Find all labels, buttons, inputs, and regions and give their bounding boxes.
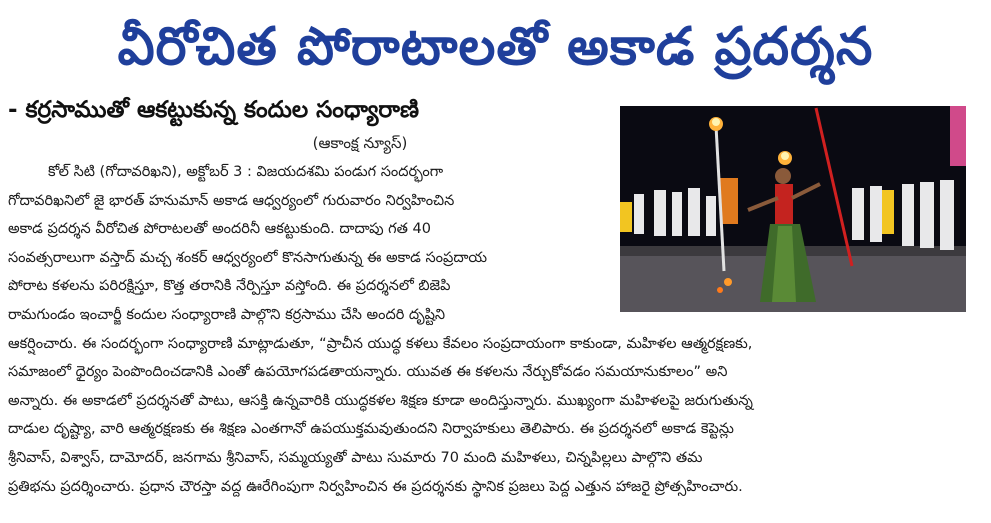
article-line: శ్రీనివాస్, విశ్వాస్, దామోదర్, జనగామ శ్రీనివాస్, సమ్మయ్యతో పాటు సుమారు 70 మంది మహిళలు, చిన్నపిల్లలు పాల్గొని తమ (8, 449, 703, 466)
article-line: గోదావరిఖనిలో జై భారత్ హనుమాన్ అకాడ ఆధ్వర్యంలో గురువారం నిర్వహించిన (8, 192, 455, 209)
article-line: సంవత్సరాలుగా వస్తాద్ మచ్చ శంకర్ ఆధ్వర్యంలో కొనసాగుతున్న ఈ అకాడ సంప్రదాయ (8, 249, 488, 266)
article-headline: వీరోచిత పోరాటాలతో అకాడ ప్రదర్శన (117, 17, 874, 77)
article-line: సమాజంలో ధైర్యం పెంపొందించడానికి ఎంతో ఉపయోగపడతాయన్నారు. యువత ఈ కళలను నేర్చుకోవడం సమయానుకూలం” అని (8, 364, 728, 381)
article-line: ప్రతిభను ప్రదర్శించారు. ప్రధాన చౌరస్తా వద్ద ఊరేగింపుగా నిర్వహించిన ఈ ప్రదర్శనకు స్థానిక ప్రజలు పెద్ద ఎత్తున హాజరై ప్రోత్సహించారు. (8, 478, 743, 495)
article-line: అన్నారు. ఈ అకాడలో ప్రదర్శనతో పాటు, ఆసక్తి ఉన్నవారికి యుద్ధకళల శిక్షణ కూడా అందిస్తున్నారు. ముఖ్యంగా మహిళలపై జరుగుతున్న (8, 392, 753, 409)
article-line: రామగుండం ఇంచార్జీ కందుల సంధ్యారాణి పాల్గొని కర్రసాము చేసి అందరి దృష్టిని (8, 306, 446, 323)
article-line: దాడుల దృష్ట్యా, వారి ఆత్మరక్షణకు ఈ శిక్షణ ఎంతగానో ఉపయుక్తమవుతుందని నిర్వాహకులు తెలిపారు. ఈ ప్రదర్శనలో అకాడ కెప్టెన్లు (8, 421, 734, 438)
article-subheadline: - కర్రసాముతో ఆకట్టుకున్న కందుల సంధ్యారాణి (8, 97, 419, 123)
article-line: పోరాట కళలను పరిరక్షిస్తూ, కొత్త తరానికి నేర్పిస్తూ వస్తోంది. ఈ ప్రదర్శనలో బిజెపి (8, 278, 451, 295)
article-body (8, 158, 983, 518)
article-byline: (ఆకాంక్ష న్యూస్) (312, 134, 408, 152)
article-line: కోల్ సిటి (గోదావరిఖని), అక్టోబర్ 3 : విజయదశమి పండుగ సందర్భంగా (48, 164, 444, 180)
article-line: ఆకర్షించారు. ఈ సందర్భంగా సంధ్యారాణి మాట్లాడుతూ, “ప్రాచీన యుద్ధ కళలు కేవలం సంప్రదాయంగా కాకుండా, మహిళల ఆత్మరక్షణకు, (8, 335, 753, 352)
article-line: అకాడ ప్రదర్శన వీరోచిత పోరాటలతో అందరినీ ఆకట్టుకుంది. దాదాపు గత 40 (8, 221, 431, 238)
